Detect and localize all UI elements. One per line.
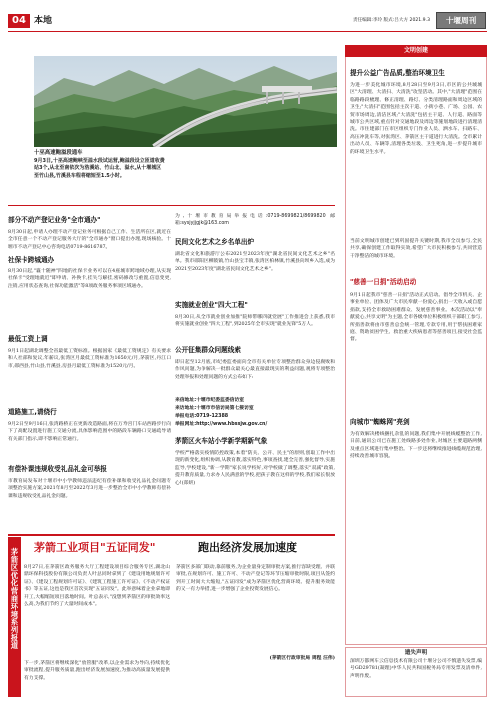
banner-body-1: 8月27日,在茅箭区政务服务大厅工程建设项目综合服务专区,湖北山鼎环保科技股份有限公司负责人叶总同时拿到了《建设用地规划许可证》、《建设工程规划许可证》、《建筑工程施工许可证》、《不动产权证书》等五证,这也是我区首次实现"五证同发"。此举意味着企业拿地即开工,大幅缩短项目落地时间。叶总表示,"没想到茅箭区的审批效率这么高,为我们节约了大量时间成本"。: [24, 565, 170, 608]
banner-vertical-text: 茅箭区优化营商环境系列报道: [10, 548, 19, 650]
middle-heading-2: 实施就业创业"四大工程": [175, 301, 248, 309]
left-body-2: 8月30日起,"襄十随神"四地的社保卡业务可以在4座城市跨地域办理,从实现社保卡"受理地就近"即申请、补换卡,挂失与解挂,密码修改与重置,信息变更,注销,应用状态查询,社保功能激活"等8项政务服务事项区域通办。: [8, 269, 171, 289]
middle-heading-3: 公开征集群众问题线索: [175, 346, 241, 354]
page-number: 04: [12, 15, 26, 26]
middle-body-2: 8月30日,从全市就业创业加推"院师带哪四就党展"工作推进会上获悉,我市将实施就业创业"四大工程",到2025年全市实现"就业先锋"5万人。: [175, 315, 335, 328]
left-body-1: 8月30日起,申请人办理不动产登记业务可根据自己工作、生活所在区,就近在全市任意一个不动产登记服务大厅的"全市通办"窗口提出办理,现场核验。十堰市不动产登记中心咨询电话0719-8616787。: [8, 230, 171, 250]
contact-visit: 来访地址:十堰市市信访局第七接访室: [175, 406, 254, 411]
banner-body-2: 茅箭区多部门联动,靠前服务,为企业量身定制审批方案,推行容缺受理、并联审批,在规划许可、施工许可、不动产登记等环节压缩审批时限,项目从签约到开工时间大大缩短,"五证同发"成为茅箭区优化营商环境、提升服务效能的又一有力举措,进一步增强了企业投资发展信心。: [176, 565, 335, 593]
masthead-text: 十堰周刊: [445, 16, 477, 25]
sidebar-heading-3: 向城市"蜘蛛网"亮剑: [350, 418, 410, 426]
contact-url[interactable]: 举报网址:http://www.hbssjw.gov.cn/: [175, 422, 268, 427]
middle-heading-4: 茅箭区火车站小学新学期新气象: [175, 437, 268, 445]
sidebar-heading-2: "慈善一日捐"活动启动: [350, 278, 417, 286]
left-heading-3: 最低工资上调: [8, 335, 48, 343]
banner-top-rule: [8, 534, 335, 536]
contact-letter: 来信地址:十堰市纪委监委信访室: [175, 398, 245, 403]
sidebar-body-1: 为进一步美化城市环境,8月28日至9月3日,市区的公共城城区"大清理、大清扫、大清洗"攻坚活动。其中,"大清理"范围在临路路段梳理、修正清理、路灯、分类清理路面和周边区域的卫生;"大清扫"范围包括主次干道、小街小巷、广场、公园、农贸市场周边,清洁区域;"大清洗"包括主干道、人行道、路面等城市公共区域,重点针对交通地段及周边等施划地段进行清理清洗。市住建部门在市区组织专门作业人员、洒水车、扫路车、高压冲洗车等,对张湾区、茅箭区主干道进行大清洗。全市累计出动人员、车辆等,清理各类垃圾、卫生死角,进一步提升城市的环境卫生水平。: [350, 83, 482, 155]
banner-byline: (茅箭区行政审批局 周程 汪伟): [269, 655, 335, 661]
notice-title: 遗失声明: [404, 650, 428, 656]
photo-caption-title: 十巫高速鲍溢段通车: [34, 150, 83, 156]
left-heading-4: 道路施工,请绕行: [8, 408, 57, 416]
middle-body-3: 即日起至12月底,市纪委监委面向全市有关单位专项整治群众身边侵腐败和作风问题,为争解决一批群众最关心最直接最现实的利益问题,观将专项整治处理举报和处理问题的方式公布如下:: [175, 360, 335, 380]
sidebar-body-2: 当前文明城市创建已到巩固提升关键时期,我市全员参与,全民共享,确保创建工作取得实效,希望广大市民积极参与,共同营造干净整洁的城市环境。: [350, 239, 482, 259]
header-meta: 责任编辑:李玲 版式:吕大方 2021.9.3: [352, 18, 430, 23]
sidebar-body-4: 为有效解决楼线捆扎杂乱的问题,我们集中开展线缆整治工作,日前,通讯公司已在施工处线路多处作业,对城区主要道路两侧及重点区域进行集中整治。下一步还将继续推进线缆规范治理,持续改善城市容貌。: [350, 432, 482, 460]
sidebar-header: 文明创建: [345, 45, 487, 57]
left-body-3: 9月1日起湖北调整全省最低工资标准。根据国家《最低工资规定》有关要求和人社部和复议,年薪议,张湾区月最低工资标准为1650元/月,茅箭区,丹江口市,郧西县,竹山县,竹溪县,房县月最低工资标准为1520元/月。: [8, 349, 171, 369]
notice-body: 深圳万都网车云信息技术有限公司十堰分公司不慎遗失发票,编号GD29781(凝理)中华人民共和国税务局专用发票及清单件,声明作废。: [350, 659, 482, 679]
header-rule: [8, 31, 487, 32]
sidebar-body-3: 9月1日起我市"慈善一日捐"活动正式启动。倡导全市机关、企事业单位、团体及广大市民奉献一份爱心,捐出一天收入或自愿捐款,支持全市救助困难群众、发展慈善事业。本次活动以"奉献爱心,共享文明"为主题,全市各级单位积极组织干部职工参与,所捐善款将由市慈善总会统一管理,专款专用,用于帮扶困难家庭、资助贫困学生、救治重大疾病患者等慈善项目,接受社会监督。: [350, 293, 482, 343]
middle-body-1: 湖北省文化和旅游厅公布2021至2023年度"湖北省民间文化艺术之乡"名单。我市郧阳区柳陂镇,竹山县宝丰镇,张湾区柏林镇,竹溪县向坝乡入选,成为2021至2023年度"湖北省民间文化艺术之乡"。: [175, 252, 335, 272]
banner-title-right: 跑出经济发展加速度: [198, 541, 297, 554]
photo-caption-body: 9月3日,十巫高速鲍峡至溢水段试运营,鲍溢段设立匝道收费站3个,从北至南依次为浩溪站、竹山北、溢水,从十堰城区至竹山县,竹溪县车程将缩短至1.5小时。: [34, 158, 165, 179]
banner-body-3: 下一步,茅箭区将继续深化"放管服"改革,以企业需求为导向,持续优化审批流程,提升服务质量,跑出经济发展加速度,为推动高质量发展提供有力支撑。: [24, 661, 170, 681]
left-heading-1: 部分不动产登记业务"全市通办": [8, 216, 101, 224]
sidebar-heading-1: 提升公益广告品质,整治环境卫生: [350, 69, 445, 77]
left-divider: [8, 205, 335, 206]
contact-phone: 举报电话:0719-12388: [175, 414, 229, 419]
middle-body-0: 为,十堰市教育局举报电话:0719-8699821/8699820 邮箱:sysjyjjgjk@163.com: [175, 214, 335, 227]
middle-body-4: 学校严格落实疫情防控政策,本着"防关、公开、民主"的原则,创取工作中出现的新变化,组织协调,从教育教,落实特色,事项查找,建全完善,强化督导,实施监导,学校建设,"新一学期"家长说学校好,对学校做了调整,落实"双减"政策,提升教育质量,力求办人民满意的学校,把孩子教在这样的学校,我们家长很放心!(郑妍): [175, 451, 335, 486]
left-heading-2: 社保卡跨城通办: [8, 256, 55, 264]
left-heading-5: 有偿补课违规收受礼品礼金可举报: [8, 465, 107, 473]
middle-heading-1: 民间文化艺术之乡名单出炉: [175, 238, 255, 246]
highway-photo: [34, 56, 337, 147]
left-body-5: 市教育局发布对十堰市中小学教师违法违纪有偿补课和收受礼品礼金问题专项整治实施方案,2021年8月至2022年3月进一步整治全市中小学教师有偿补课和违规收受礼品礼金问题。: [8, 479, 171, 499]
left-body-4: 9月2日至9月16日,张湾路桥正在更新改造路面,将在万寿宫门车站西路步行向下了高配设置进行施工交通分流,具体影响范围中的路段车辆路口交通疏导请有关部门指示,即不影响正常通行。: [8, 422, 171, 442]
banner-title-left: 茅箭工业项目"五证同发": [34, 541, 156, 554]
section-name: 本地: [34, 16, 53, 26]
